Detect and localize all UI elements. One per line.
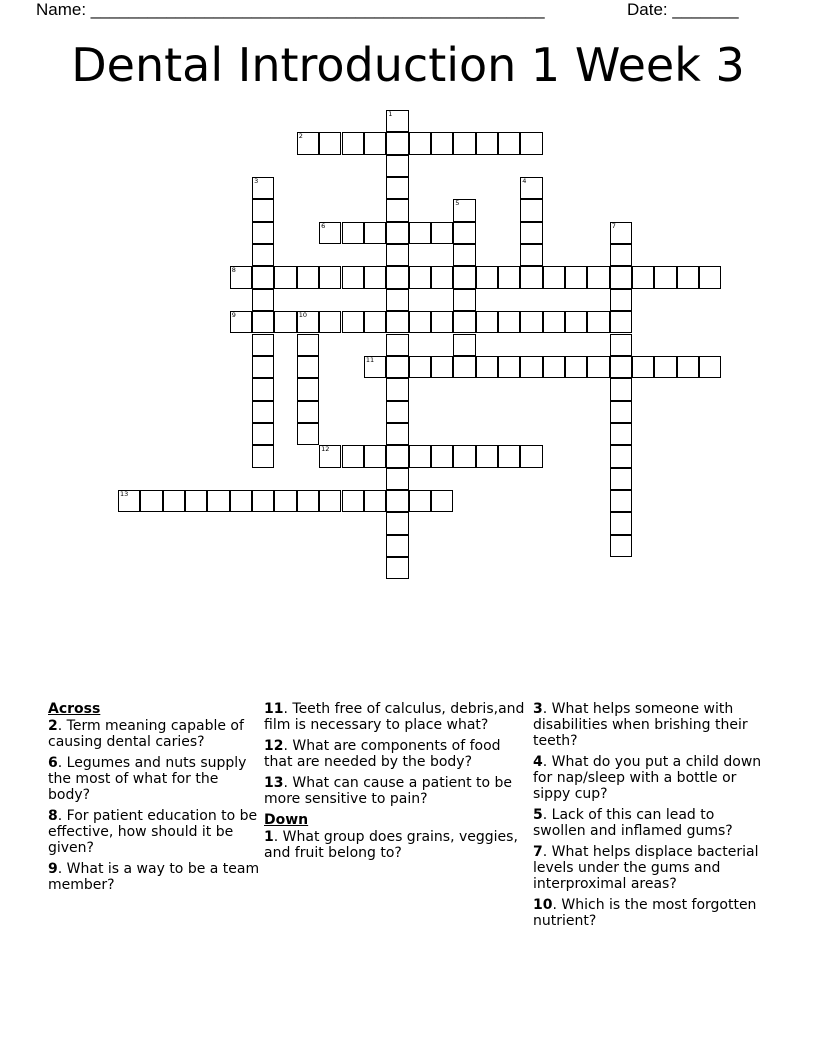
grid-cell[interactable] xyxy=(297,490,319,512)
cell-number: 8 xyxy=(231,266,236,275)
grid-cell[interactable] xyxy=(386,557,408,579)
grid-cell[interactable] xyxy=(453,356,475,378)
grid-cell[interactable] xyxy=(364,266,386,288)
clue-down-3: 3. What helps someone with disabilities when brishing their teeth? xyxy=(533,701,748,749)
grid-cell[interactable] xyxy=(498,356,520,378)
grid-cell[interactable] xyxy=(610,334,632,356)
grid-cell[interactable] xyxy=(520,244,542,266)
grid-cell[interactable] xyxy=(297,132,319,154)
grid-cell[interactable] xyxy=(230,490,252,512)
grid-cell[interactable] xyxy=(386,356,408,378)
grid-cell[interactable] xyxy=(610,244,632,266)
clues-column-2 xyxy=(264,701,526,866)
grid-cell[interactable] xyxy=(453,311,475,333)
grid-cell[interactable] xyxy=(587,311,609,333)
clue-number: 8 xyxy=(48,808,58,824)
grid-cell[interactable] xyxy=(409,356,431,378)
grid-cell[interactable] xyxy=(610,378,632,400)
grid-cell[interactable] xyxy=(386,378,408,400)
grid-cell[interactable] xyxy=(252,356,274,378)
clue-across-12: 12. What are components of food that are needed by the body? xyxy=(264,738,501,770)
grid-cell[interactable] xyxy=(565,356,587,378)
grid-cell[interactable] xyxy=(230,266,252,288)
grid-cell[interactable] xyxy=(520,445,542,467)
grid-cell[interactable] xyxy=(297,423,319,445)
grid-cell[interactable] xyxy=(297,311,319,333)
grid-cell[interactable] xyxy=(386,155,408,177)
grid-cell[interactable] xyxy=(453,289,475,311)
grid-cell[interactable] xyxy=(118,490,140,512)
grid-cell[interactable] xyxy=(386,132,408,154)
grid-cell[interactable] xyxy=(386,334,408,356)
grid-cell[interactable] xyxy=(520,266,542,288)
cell-number: 13 xyxy=(120,489,129,498)
grid-cell[interactable] xyxy=(297,378,319,400)
grid-cell[interactable] xyxy=(252,199,274,221)
grid-cell[interactable] xyxy=(498,445,520,467)
grid-cell[interactable] xyxy=(520,132,542,154)
clue-down-7: 7. What helps displace bacterial levels under the gums and interproximal areas? xyxy=(533,844,759,892)
grid-cell[interactable] xyxy=(252,423,274,445)
clue-text: Teeth free of calculus, debris,and film is necessary to place what? xyxy=(264,701,525,733)
grid-cell[interactable] xyxy=(297,401,319,423)
grid-cell[interactable] xyxy=(431,490,453,512)
grid-cell[interactable] xyxy=(409,445,431,467)
grid-cell[interactable] xyxy=(610,535,632,557)
grid-cell[interactable] xyxy=(319,445,341,467)
cell-number: 1 xyxy=(388,110,393,118)
grid-cell[interactable] xyxy=(520,177,542,199)
clue-number: 10 xyxy=(533,897,553,913)
grid-cell[interactable] xyxy=(140,490,162,512)
grid-cell[interactable] xyxy=(319,132,341,154)
grid-cell[interactable] xyxy=(476,445,498,467)
grid-cell[interactable] xyxy=(252,177,274,199)
clue-number: 12 xyxy=(264,738,284,754)
grid-cell[interactable] xyxy=(699,266,721,288)
clue-across-8: 8. For patient education to be effective, how should it be given? xyxy=(48,808,258,856)
grid-cell[interactable] xyxy=(409,490,431,512)
grid-cell[interactable] xyxy=(274,490,296,512)
clue-across-9: 9. What is a way to be a team member? xyxy=(48,861,260,893)
grid-cell[interactable] xyxy=(431,445,453,467)
grid-cell[interactable] xyxy=(230,311,252,333)
grid-cell[interactable] xyxy=(342,222,364,244)
grid-cell[interactable] xyxy=(297,356,319,378)
grid-cell[interactable] xyxy=(677,356,699,378)
grid-cell[interactable] xyxy=(386,222,408,244)
grid-cell[interactable] xyxy=(587,266,609,288)
grid-cell[interactable] xyxy=(386,401,408,423)
grid-cell[interactable] xyxy=(610,445,632,467)
clue-down-4: 4. What do you put a child down for nap/sleep with a bottle or sippy cup? xyxy=(533,754,762,802)
clue-number: 1 xyxy=(264,829,274,845)
grid-cell[interactable] xyxy=(386,512,408,534)
clue-text: For patient education to be effective, how should it be given? xyxy=(48,808,258,856)
grid-cell[interactable] xyxy=(632,266,654,288)
grid-cell[interactable] xyxy=(342,132,364,154)
grid-cell[interactable] xyxy=(543,356,565,378)
cell-number: 2 xyxy=(298,132,303,141)
clue-text: What is a way to be a team member? xyxy=(48,861,260,893)
grid-cell[interactable] xyxy=(498,311,520,333)
grid-cell[interactable] xyxy=(185,490,207,512)
grid-cell[interactable] xyxy=(654,356,676,378)
grid-cell[interactable] xyxy=(453,334,475,356)
grid-cell[interactable] xyxy=(409,222,431,244)
across-heading: Across xyxy=(48,701,101,717)
grid-cell[interactable] xyxy=(386,110,408,132)
grid-cell[interactable] xyxy=(319,490,341,512)
grid-cell[interactable] xyxy=(431,222,453,244)
down-heading: Down xyxy=(264,812,309,828)
grid-cell[interactable] xyxy=(431,356,453,378)
grid-cell[interactable] xyxy=(453,222,475,244)
grid-cell[interactable] xyxy=(252,334,274,356)
clue-text: What group does grains, veggies, and fruit belong to? xyxy=(264,829,518,861)
grid-cell[interactable] xyxy=(342,266,364,288)
grid-cell[interactable] xyxy=(274,311,296,333)
grid-cell[interactable] xyxy=(453,244,475,266)
grid-cell[interactable] xyxy=(342,311,364,333)
clue-down-5: 5. Lack of this can lead to swollen and inflamed gums? xyxy=(533,807,733,839)
grid-cell[interactable] xyxy=(476,356,498,378)
grid-cell[interactable] xyxy=(364,311,386,333)
cell-number: 6 xyxy=(321,221,326,230)
clue-text: What are components of food that are needed by the body? xyxy=(264,738,501,770)
grid-cell[interactable] xyxy=(431,266,453,288)
grid-cell[interactable] xyxy=(386,535,408,557)
clue-text: What do you put a child down for nap/sleep with a bottle or sippy cup? xyxy=(533,754,762,802)
grid-cell[interactable] xyxy=(610,401,632,423)
clue-number: 7 xyxy=(533,844,543,860)
grid-cell[interactable] xyxy=(610,311,632,333)
cell-number: 12 xyxy=(321,445,330,454)
cell-number: 9 xyxy=(231,311,236,320)
grid-cell[interactable] xyxy=(610,289,632,311)
grid-cell[interactable] xyxy=(453,266,475,288)
grid-cell[interactable] xyxy=(252,378,274,400)
clue-number: 4 xyxy=(533,754,543,770)
clue-across-2: 2. Term meaning capable of causing dental caries? xyxy=(48,718,244,750)
clue-text: Lack of this can lead to swollen and inflamed gums? xyxy=(533,807,733,839)
grid-cell[interactable] xyxy=(409,311,431,333)
grid-cell[interactable] xyxy=(610,222,632,244)
grid-cell[interactable] xyxy=(163,490,185,512)
grid-cell[interactable] xyxy=(610,356,632,378)
clue-number: 6 xyxy=(48,755,58,771)
grid-cell[interactable] xyxy=(610,512,632,534)
grid-cell[interactable] xyxy=(610,266,632,288)
grid-cell[interactable] xyxy=(543,311,565,333)
grid-cell[interactable] xyxy=(431,132,453,154)
grid-cell[interactable] xyxy=(409,266,431,288)
grid-cell[interactable] xyxy=(565,266,587,288)
clue-number: 3 xyxy=(533,701,543,717)
grid-cell[interactable] xyxy=(364,445,386,467)
clue-text: What helps someone with disabilities when brishing their teeth? xyxy=(533,701,748,749)
grid-cell[interactable] xyxy=(565,311,587,333)
cell-number: 11 xyxy=(365,355,375,364)
cell-number: 10 xyxy=(298,311,308,320)
clue-text: Legumes and nuts supply the most of what for the body? xyxy=(48,755,247,803)
clue-number: 9 xyxy=(48,861,58,877)
grid-cell[interactable] xyxy=(319,311,341,333)
grid-cell[interactable] xyxy=(386,266,408,288)
grid-cell[interactable] xyxy=(654,266,676,288)
clue-text: Term meaning capable of causing dental caries? xyxy=(48,718,244,750)
grid-cell[interactable] xyxy=(632,356,654,378)
clue-down-1: 1. What group does grains, veggies, and fruit belong to? xyxy=(264,829,518,861)
clue-down-10: 10. Which is the most forgotten nutrient? xyxy=(533,897,757,929)
grid-cell[interactable] xyxy=(677,266,699,288)
grid-cell[interactable] xyxy=(610,490,632,512)
grid-cell[interactable] xyxy=(252,266,274,288)
grid-cell[interactable] xyxy=(699,356,721,378)
clues-column-1 xyxy=(48,701,263,898)
grid-cell[interactable] xyxy=(342,490,364,512)
clue-number: 5 xyxy=(533,807,543,823)
grid-cell[interactable] xyxy=(476,266,498,288)
grid-cell[interactable] xyxy=(297,334,319,356)
grid-cell[interactable] xyxy=(453,445,475,467)
grid-cell[interactable] xyxy=(520,199,542,221)
grid-cell[interactable] xyxy=(386,289,408,311)
grid-cell[interactable] xyxy=(520,356,542,378)
grid-cell[interactable] xyxy=(252,311,274,333)
grid-cell[interactable] xyxy=(252,490,274,512)
grid-cell[interactable] xyxy=(364,132,386,154)
grid-cell[interactable] xyxy=(543,266,565,288)
grid-cell[interactable] xyxy=(386,244,408,266)
grid-cell[interactable] xyxy=(319,222,341,244)
clue-across-11: 11. Teeth free of calculus, debris,and film is necessary to place what? xyxy=(264,701,525,733)
grid-cell[interactable] xyxy=(587,356,609,378)
cell-number: 5 xyxy=(455,199,460,208)
grid-cell[interactable] xyxy=(386,199,408,221)
grid-cell[interactable] xyxy=(453,199,475,221)
cell-number: 7 xyxy=(611,221,616,230)
grid-cell[interactable] xyxy=(386,311,408,333)
clue-number: 2 xyxy=(48,718,58,734)
clue-across-6: 6. Legumes and nuts supply the most of what for the body? xyxy=(48,755,247,803)
grid-cell[interactable] xyxy=(386,445,408,467)
grid-cell[interactable] xyxy=(409,132,431,154)
grid-cell[interactable] xyxy=(610,423,632,445)
grid-cell[interactable] xyxy=(520,222,542,244)
grid-cell[interactable] xyxy=(252,222,274,244)
grid-cell[interactable] xyxy=(342,445,364,467)
grid-cell[interactable] xyxy=(476,132,498,154)
grid-cell[interactable] xyxy=(386,177,408,199)
grid-cell[interactable] xyxy=(520,311,542,333)
date-field: Date: _______ xyxy=(627,0,739,19)
clue-text: What helps displace bacterial levels under the gums and interproximal areas? xyxy=(533,844,759,892)
grid-cell[interactable] xyxy=(297,266,319,288)
clue-across-13: 13. What can cause a patient to be more sensitive to pain? xyxy=(264,775,513,807)
name-field: Name: ________________________________________________ xyxy=(36,0,545,19)
grid-cell[interactable] xyxy=(252,289,274,311)
cell-number: 3 xyxy=(254,177,259,186)
page-title: Dental Introduction 1 Week 3 xyxy=(71,38,745,92)
clue-number: 13 xyxy=(264,775,284,791)
grid-cell[interactable] xyxy=(386,423,408,445)
grid-cell[interactable] xyxy=(364,490,386,512)
cell-number: 4 xyxy=(522,177,527,186)
grid-cell[interactable] xyxy=(453,132,475,154)
grid-cell[interactable] xyxy=(274,266,296,288)
grid-cell[interactable] xyxy=(431,311,453,333)
grid-cell[interactable] xyxy=(252,244,274,266)
clue-text: Which is the most forgotten nutrient? xyxy=(533,897,757,929)
grid-cell[interactable] xyxy=(364,356,386,378)
grid-cell[interactable] xyxy=(252,445,274,467)
grid-cell[interactable] xyxy=(476,311,498,333)
grid-cell[interactable] xyxy=(319,266,341,288)
grid-cell[interactable] xyxy=(386,490,408,512)
grid-cell[interactable] xyxy=(364,222,386,244)
clue-text: What can cause a patient to be more sensitive to pain? xyxy=(264,775,513,807)
grid-cell[interactable] xyxy=(207,490,229,512)
grid-cell[interactable] xyxy=(252,401,274,423)
grid-cell[interactable] xyxy=(498,266,520,288)
clue-number: 11 xyxy=(264,701,284,717)
grid-cell[interactable] xyxy=(610,468,632,490)
grid-cell[interactable] xyxy=(498,132,520,154)
grid-cell[interactable] xyxy=(386,468,408,490)
clues-column-3 xyxy=(533,701,768,934)
